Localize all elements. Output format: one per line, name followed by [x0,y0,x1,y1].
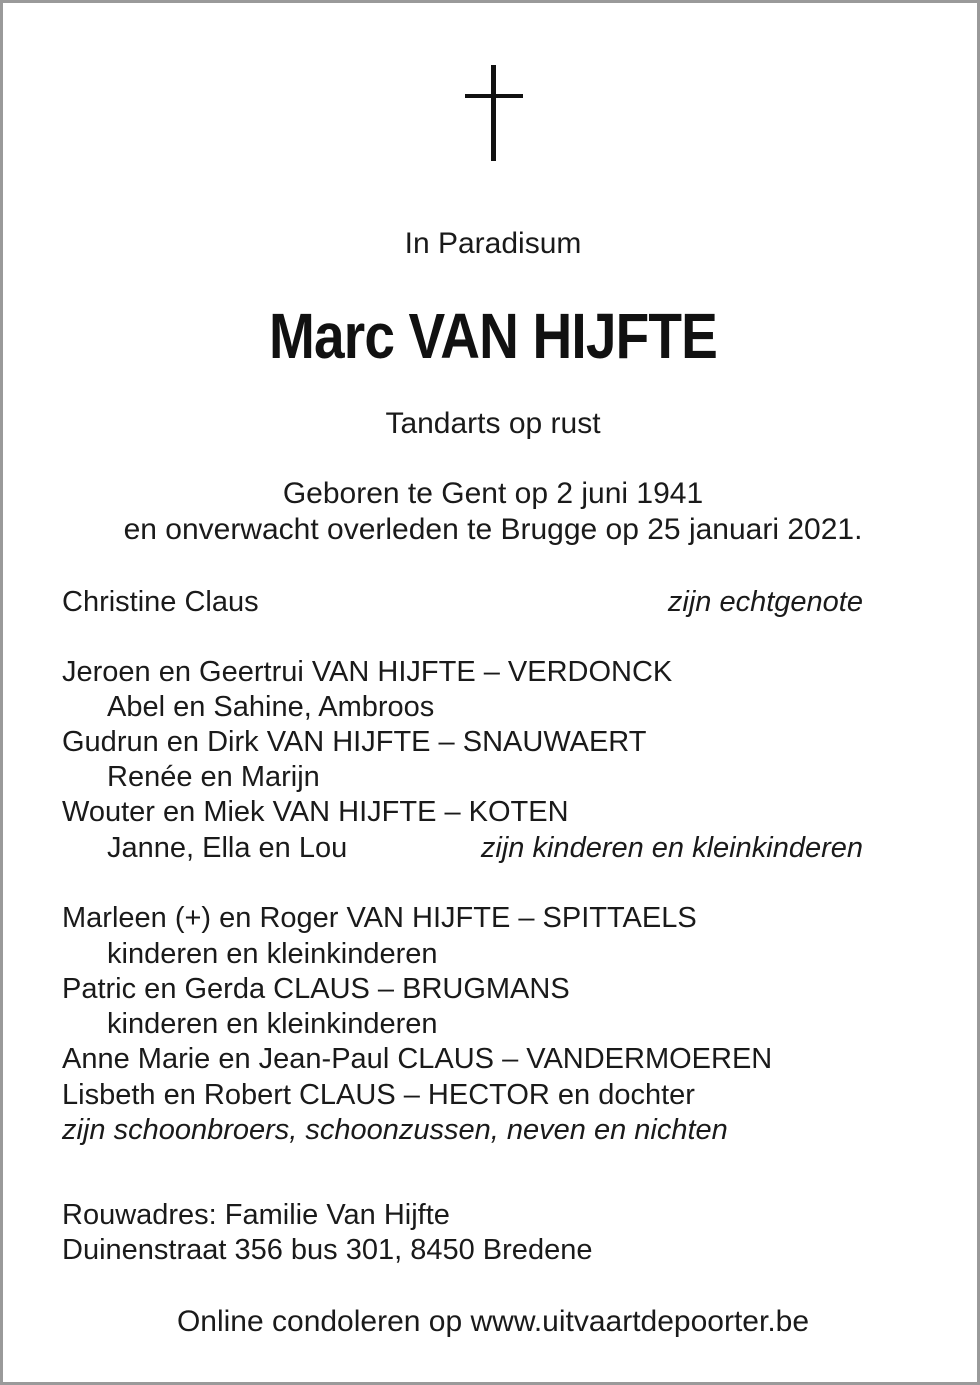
spouse-role: zijn echtgenote [667,586,863,618]
birth-line: Geboren te Gent op 2 juni 1941 [282,477,704,510]
motto: In Paradisum [404,227,582,260]
in-law-family: Lisbeth en Robert CLAUS – HECTOR en dochter [62,1079,695,1111]
address-line-2: Duinenstraat 356 bus 301, 8450 Bredene [62,1234,593,1266]
in-laws-role: zijn schoonbroers, schoonzussen, neven en nichten [62,1114,728,1146]
cross-icon [465,65,523,161]
spouse-name: Christine Claus [62,586,259,618]
death-line: en onverwacht overleden te Brugge op 25 januari 2021. [123,513,863,546]
grandchildren: Abel en Sahine, Ambroos [107,691,435,723]
grandchildren: Janne, Ella en Lou [107,832,348,864]
children-role: zijn kinderen en kleinkinderen [480,832,863,864]
deceased-name: Marc VAN HIJFTE [269,300,717,372]
child-family: Jeroen en Geertrui VAN HIJFTE – VERDONCK [62,656,673,688]
in-law-sub: kinderen en kleinkinderen [107,1008,438,1040]
online-condolence: Online condoleren op www.uitvaartdepoorter.be [176,1305,810,1338]
child-family: Gudrun en Dirk VAN HIJFTE – SNAUWAERT [62,726,647,758]
profession: Tandarts op rust [385,407,601,440]
in-law-family: Marleen (+) en Roger VAN HIJFTE – SPITTAELS [62,902,697,934]
child-family: Wouter en Miek VAN HIJFTE – KOTEN [62,796,569,828]
in-law-sub: kinderen en kleinkinderen [107,938,438,970]
in-law-family: Patric en Gerda CLAUS – BRUGMANS [62,973,570,1005]
in-law-family: Anne Marie en Jean-Paul CLAUS – VANDERMOEREN [62,1043,773,1075]
grandchildren: Renée en Marijn [107,761,320,793]
address-line-1: Rouwadres: Familie Van Hijfte [62,1199,450,1231]
